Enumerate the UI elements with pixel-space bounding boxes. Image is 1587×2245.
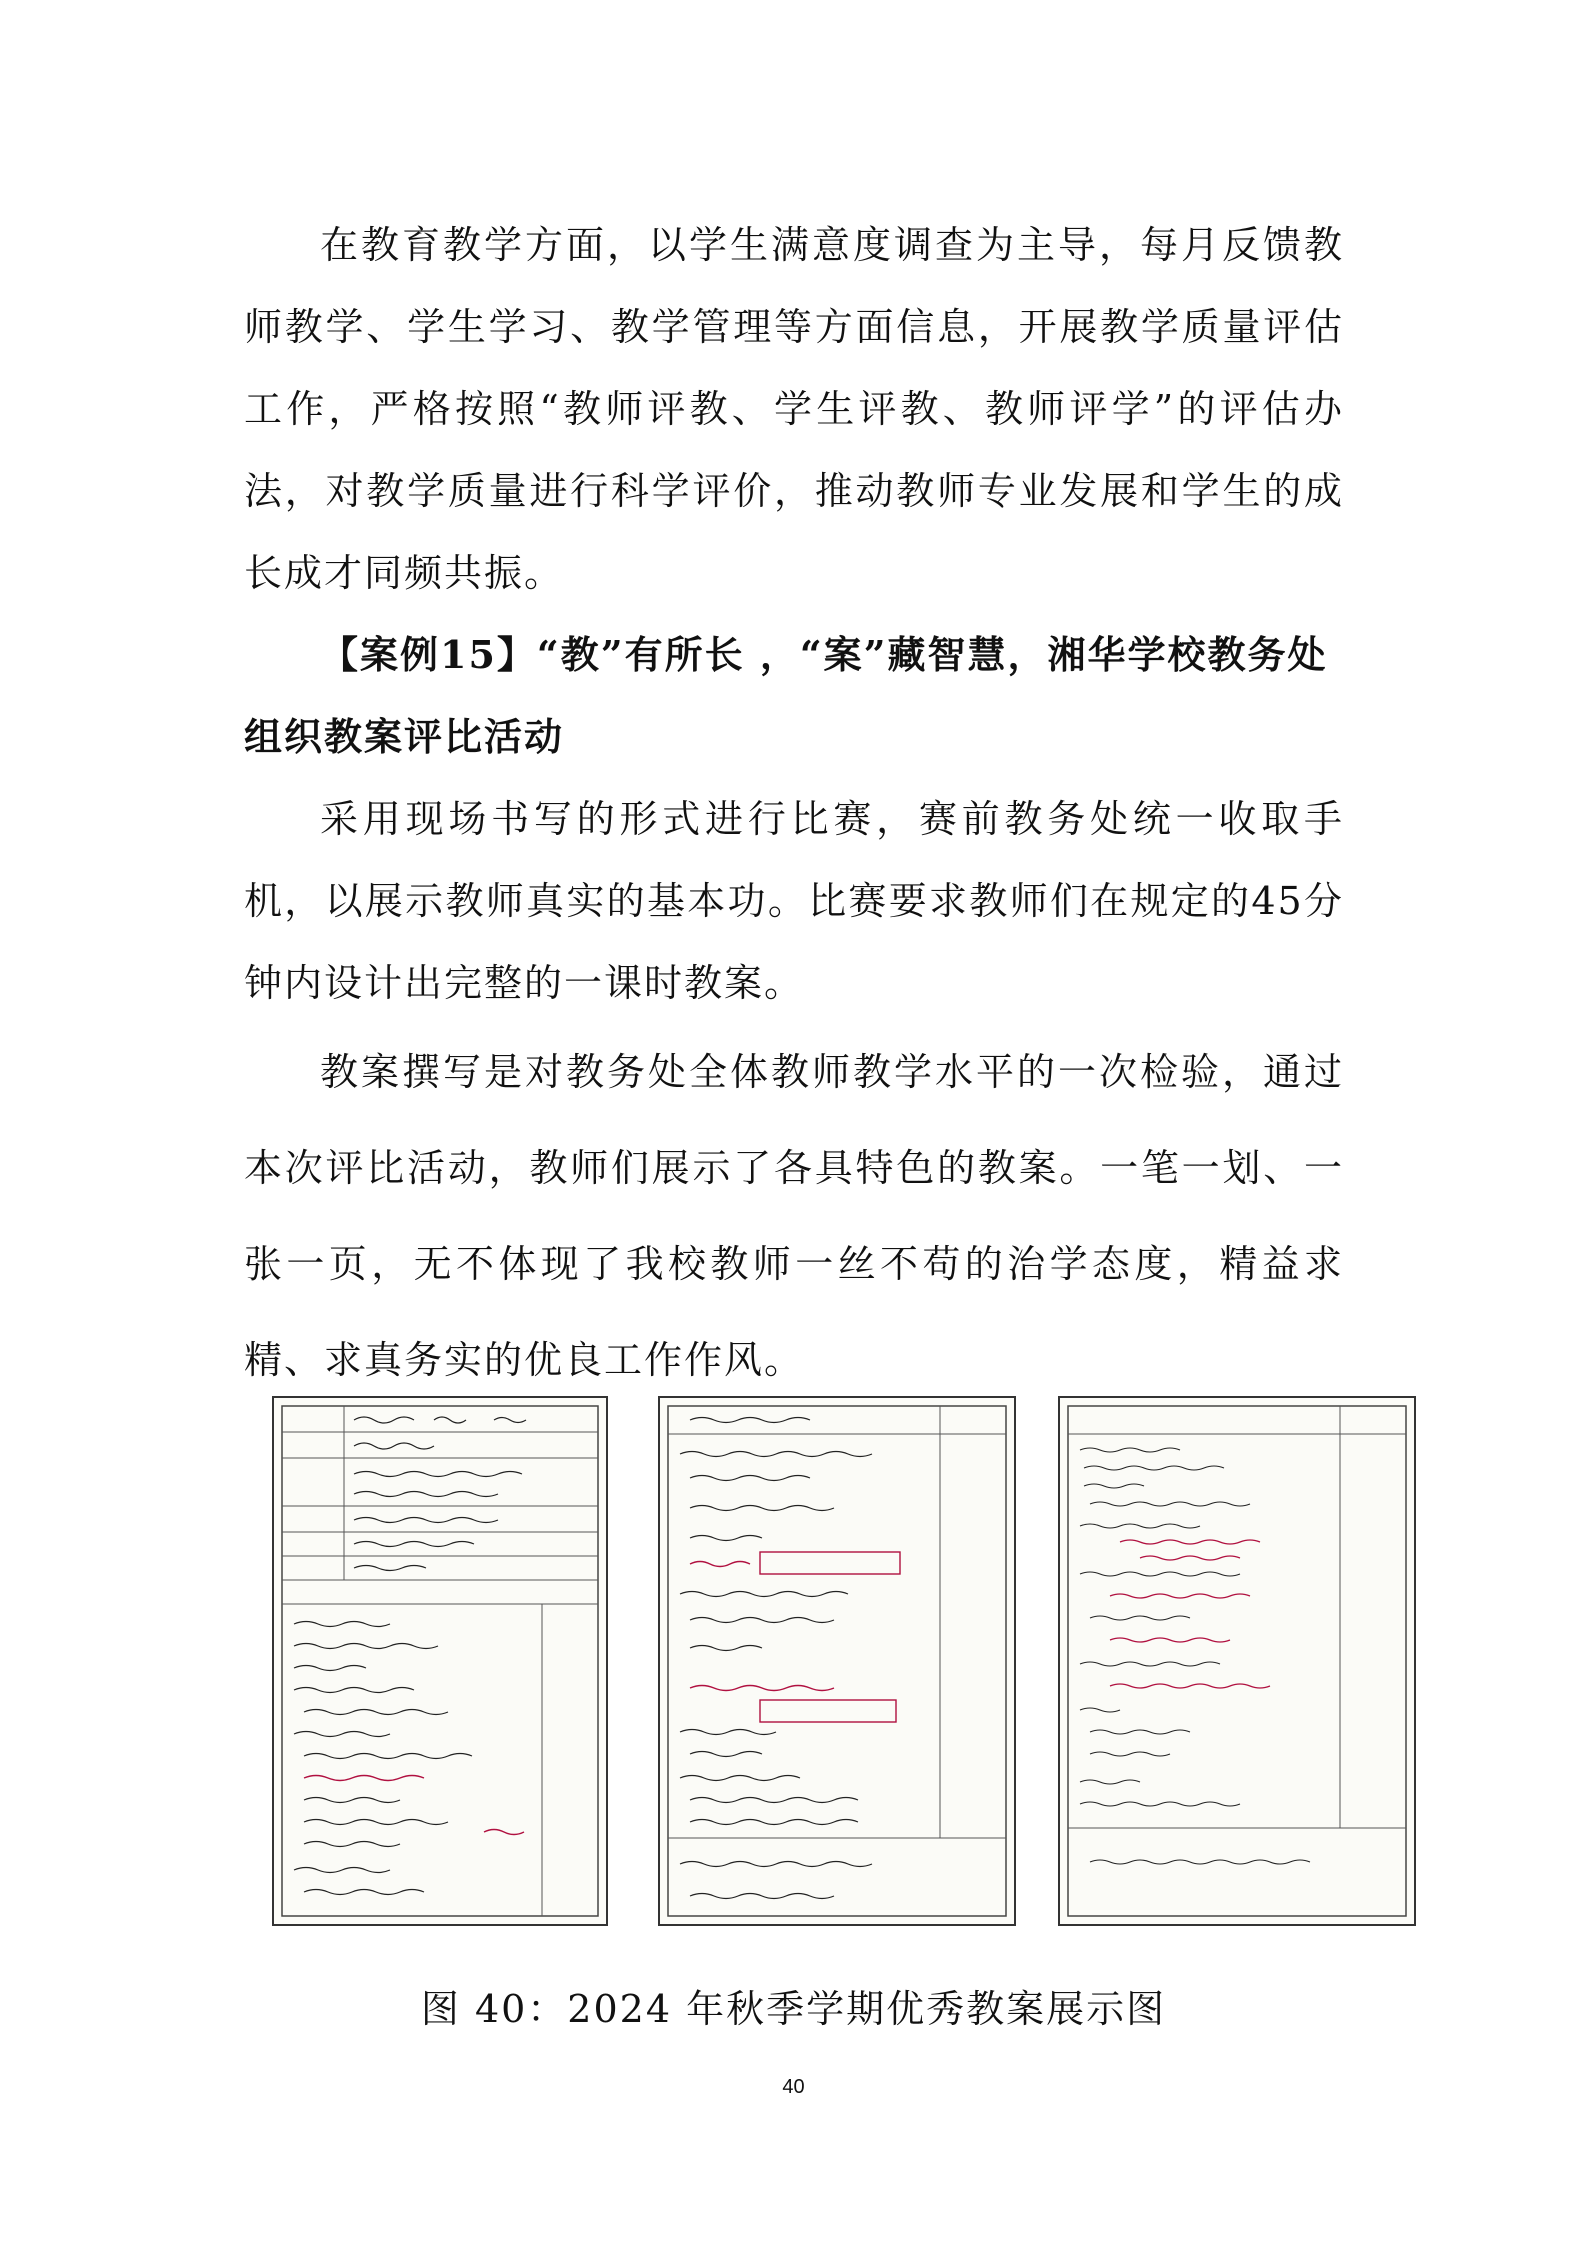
main-text xyxy=(244,204,1344,1408)
paragraph-summary: 教案撰写是对教务处全体教师教学水平的一次检验，通过本次评比活动，教师们展示了各具特色的教案。一笔一划、一张一页，无不体现了我校教师一丝不苟的治学态度，精益求精、求真务实的优良工作作风。 xyxy=(244,1050,1344,1382)
lesson-plan-figure xyxy=(272,1396,1417,1926)
paragraph-evaluation: 在教育教学方面，以学生满意度调查为主导，每月反馈教师教学、学生学习、教学管理等方面信息，开展教学质量评估工作，严格按照“教师评教、学生评教、教师评学”的评估办法，对教学质量进行科学评价，推动教师专业发展和学生的成长成才同频共振。 xyxy=(244,223,1344,595)
page-number: 40 xyxy=(782,2076,805,2098)
case-15-title: 【案例15】“教”有所长 ，“案”藏智慧，湘华学校教务处组织教案评比活动 xyxy=(244,632,1328,759)
figure-caption: 图 40：2024 年秋季学期优秀教案展示图 xyxy=(420,1987,1167,2031)
lesson-plan-image-2 xyxy=(658,1396,1016,1926)
lesson-plan-image-1 xyxy=(272,1396,608,1926)
lesson-plan-image-3 xyxy=(1058,1396,1416,1926)
paragraph-competition: 采用现场书写的形式进行比赛，赛前教务处统一收取手机，以展示教师真实的基本功。比赛要求教师们在规定的45分钟内设计出完整的一课时教案。 xyxy=(244,797,1344,1005)
